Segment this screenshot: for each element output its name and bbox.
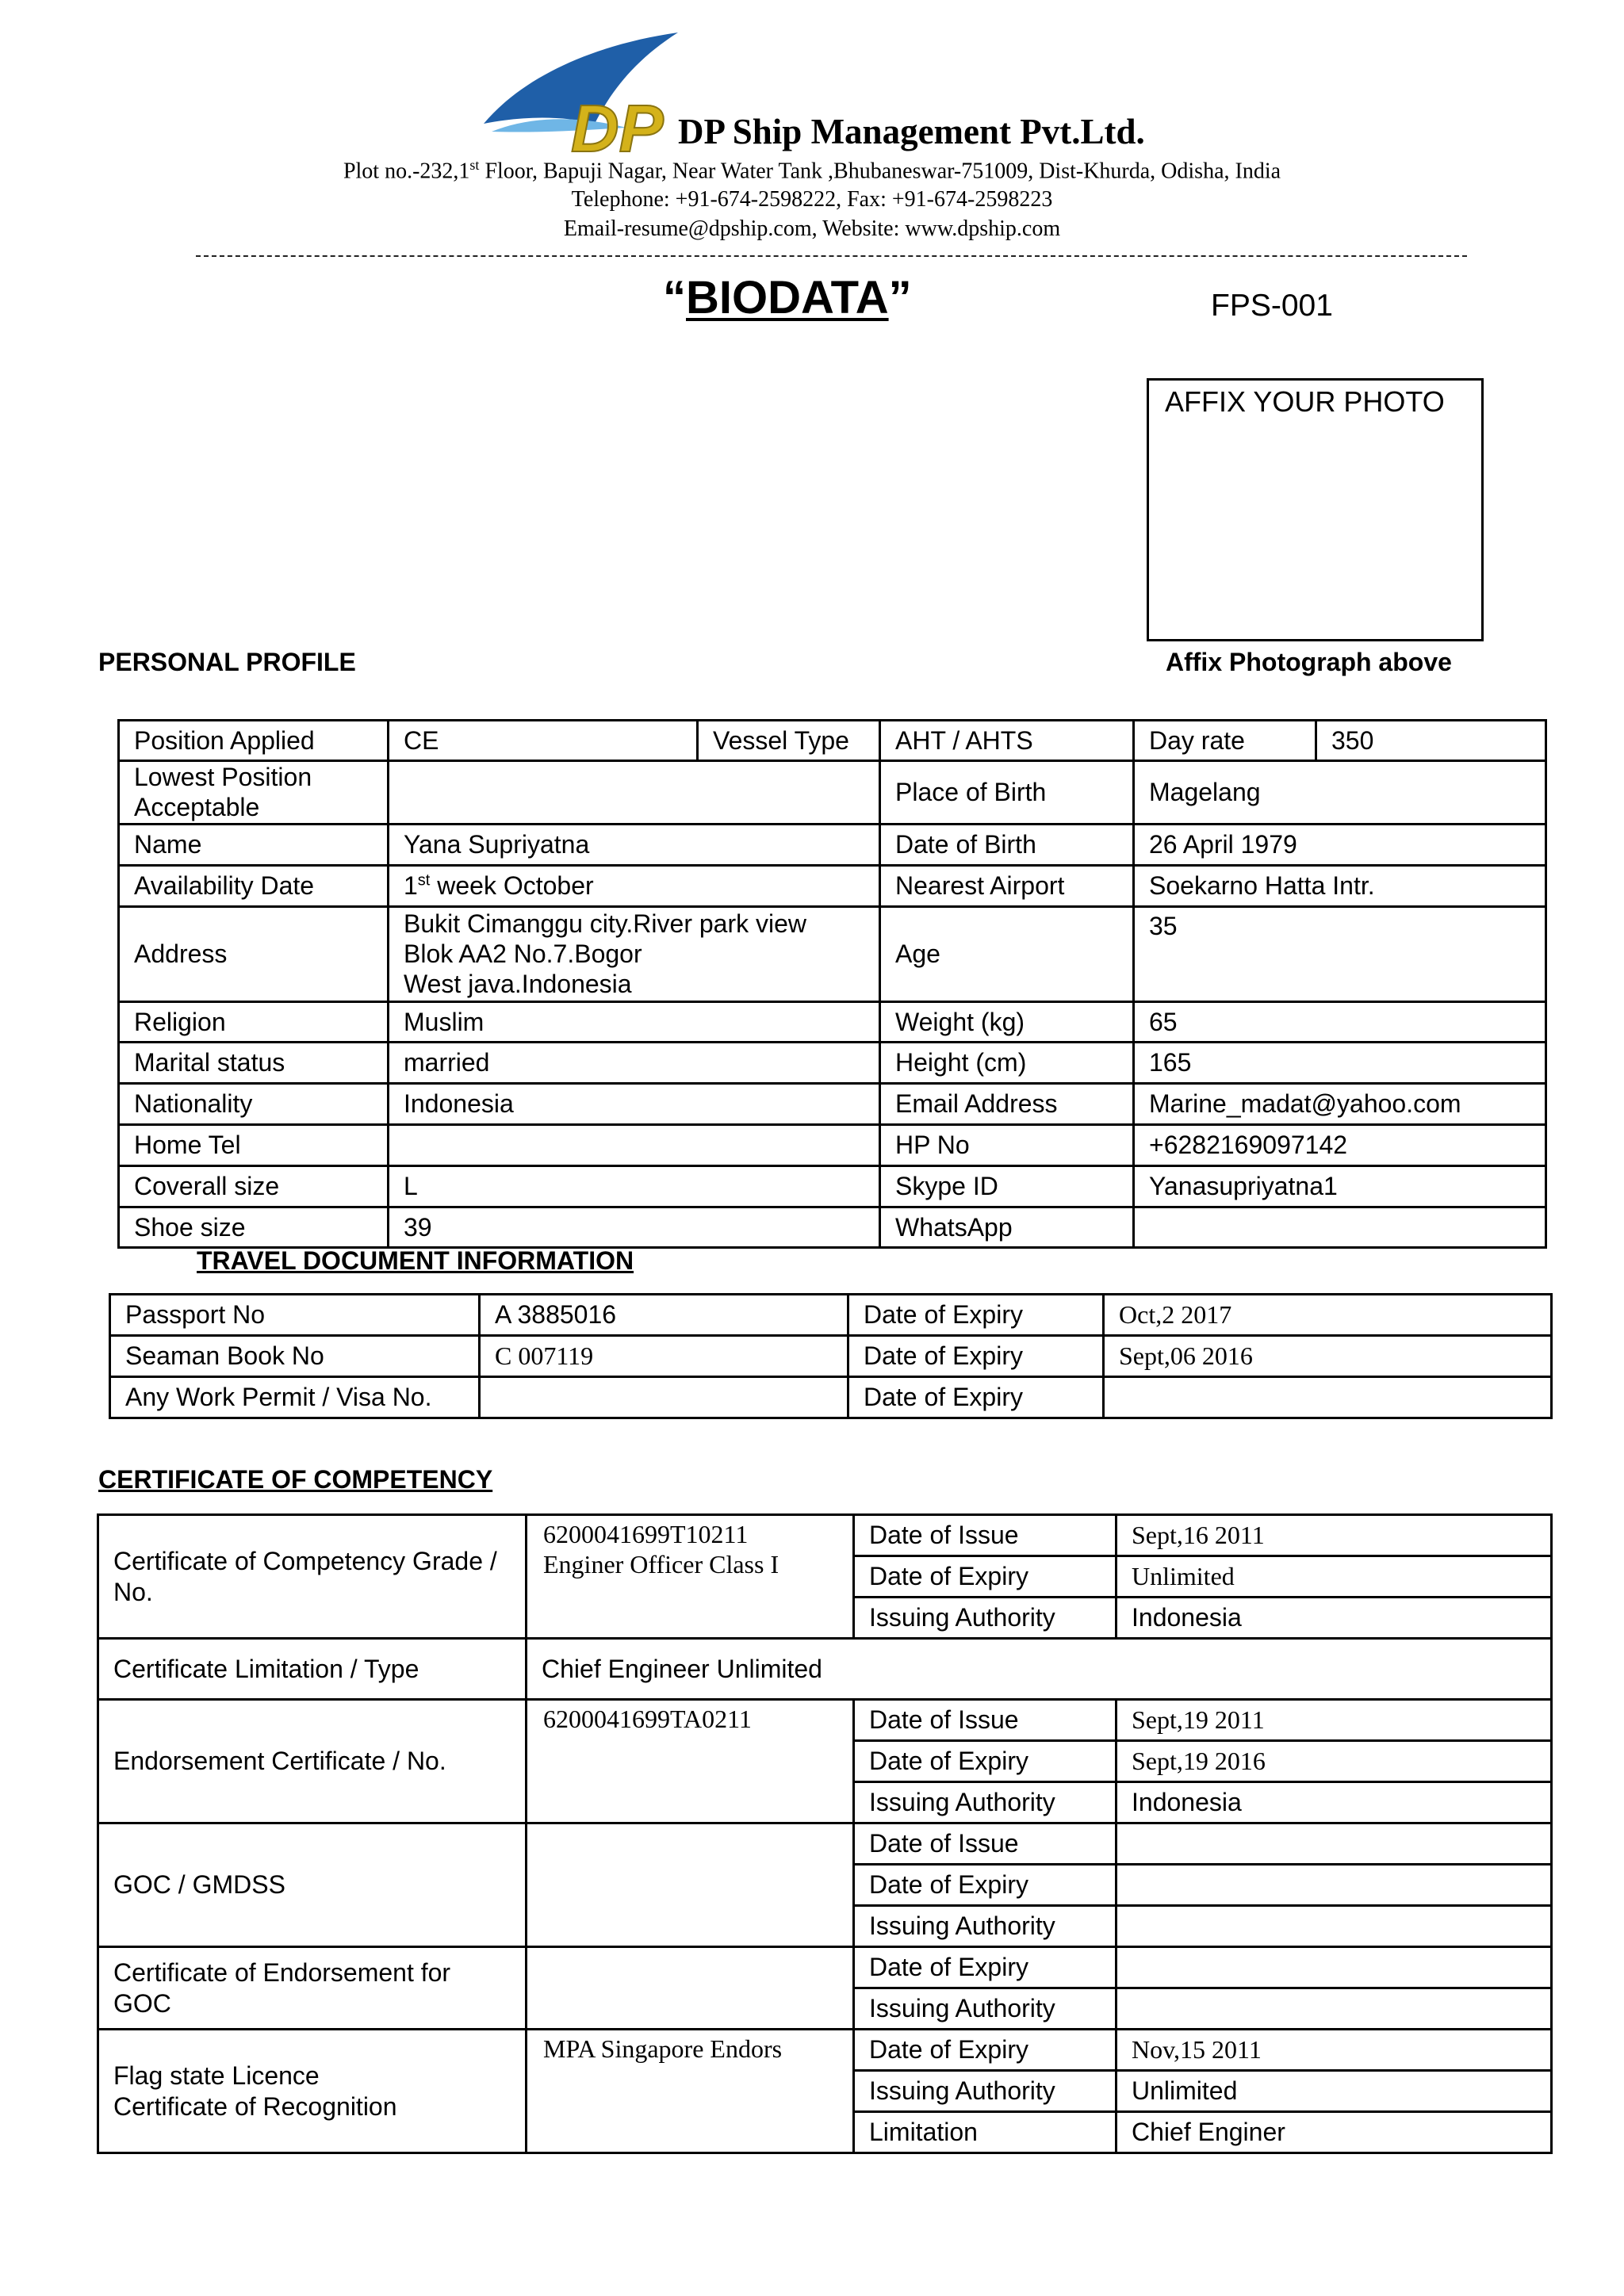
availability-label: Availability Date xyxy=(119,865,389,906)
flag-limitation-value[interactable]: Chief Enginer xyxy=(1116,2112,1552,2153)
position-applied-label: Position Applied xyxy=(119,721,389,761)
limitation-value[interactable]: Chief Engineer Unlimited xyxy=(527,1639,1552,1700)
hp-value[interactable]: +6282169097142 xyxy=(1134,1124,1546,1165)
table-row xyxy=(119,1083,1546,1124)
table-row xyxy=(119,906,1546,1001)
travel-document-table xyxy=(109,1293,1553,1419)
table-row xyxy=(119,824,1546,865)
goc-number-value[interactable] xyxy=(527,1823,854,1947)
form-code: FPS-001 xyxy=(1211,289,1333,323)
nationality-value[interactable]: Indonesia xyxy=(389,1083,880,1124)
flag-limitation-label: Limitation xyxy=(854,2112,1116,2153)
dob-value[interactable]: 26 April 1979 xyxy=(1134,824,1546,865)
table-row xyxy=(119,1124,1546,1165)
table-row xyxy=(98,1515,1552,1556)
seaman-book-expiry-label: Date of Expiry xyxy=(848,1336,1104,1377)
passport-value[interactable]: A 3885016 xyxy=(480,1295,848,1336)
work-permit-expiry-value[interactable] xyxy=(1104,1377,1552,1418)
coc-grade: Enginer Officer Class I xyxy=(543,1550,779,1579)
skype-value[interactable]: Yanasupriyatna1 xyxy=(1134,1165,1546,1207)
nationality-label: Nationality xyxy=(119,1083,389,1124)
address-line: Bukit Cimanggu city.River park view xyxy=(404,909,807,938)
personal-profile-title: PERSONAL PROFILE xyxy=(98,648,356,676)
name-label: Name xyxy=(119,824,389,865)
work-permit-value[interactable] xyxy=(480,1377,848,1418)
availability-superscript: st xyxy=(417,871,431,890)
company-telephone: Telephone: +91-674-2598222, Fax: +91-674-2598223 xyxy=(571,187,1053,212)
seaman-book-label: Seaman Book No xyxy=(110,1336,480,1377)
lowest-position-label: Lowest Position Acceptable xyxy=(119,761,389,825)
passport-expiry-label: Date of Expiry xyxy=(848,1295,1104,1336)
shoe-value[interactable]: 39 xyxy=(389,1207,880,1247)
airport-value[interactable]: Soekarno Hatta Intr. xyxy=(1134,865,1546,906)
endorsement-authority-label: Issuing Authority xyxy=(854,1782,1116,1823)
address-line: West java.Indonesia xyxy=(404,970,632,999)
table-row xyxy=(119,1165,1546,1207)
position-applied-value[interactable]: CE xyxy=(389,721,698,761)
lowest-position-value[interactable] xyxy=(389,761,880,825)
endorsement-authority-value[interactable]: Indonesia xyxy=(1116,1782,1552,1823)
endorsement-expiry-value[interactable]: Sept,19 2016 xyxy=(1116,1741,1552,1782)
flag-authority-value[interactable]: Unlimited xyxy=(1116,2071,1552,2112)
photo-box[interactable] xyxy=(1147,378,1484,641)
flag-label-line: Certificate of Recognition xyxy=(113,2091,397,2121)
dob-label: Date of Birth xyxy=(880,824,1134,865)
place-of-birth-label: Place of Birth xyxy=(880,761,1134,825)
coc-grade-label: Certificate of Competency Grade / No. xyxy=(98,1515,527,1639)
flag-expiry-label: Date of Expiry xyxy=(854,2030,1116,2071)
airport-label: Nearest Airport xyxy=(880,865,1134,906)
endorsement-number-value[interactable]: 6200041699TA0211 xyxy=(527,1700,854,1823)
religion-value[interactable]: Muslim xyxy=(389,1001,880,1042)
work-permit-expiry-label: Date of Expiry xyxy=(848,1377,1104,1418)
coc-issue-value[interactable]: Sept,16 2011 xyxy=(1116,1515,1552,1556)
coc-table xyxy=(97,1513,1553,2154)
travel-document-title: TRAVEL DOCUMENT INFORMATION xyxy=(197,1246,634,1275)
address-line: Blok AA2 No.7.Bogor xyxy=(404,939,642,969)
flag-state-label xyxy=(98,2030,527,2153)
table-row xyxy=(98,1823,1552,1865)
coc-title: CERTIFICATE OF COMPETENCY xyxy=(98,1465,493,1494)
header-divider xyxy=(196,255,1467,257)
passport-label: Passport No xyxy=(110,1295,480,1336)
home-tel-value[interactable] xyxy=(389,1124,880,1165)
table-row xyxy=(98,2030,1552,2071)
goc-authority-label: Issuing Authority xyxy=(854,1906,1116,1947)
age-label: Age xyxy=(880,906,1134,1001)
flag-authority-label: Issuing Authority xyxy=(854,2071,1116,2112)
passport-expiry-value[interactable]: Oct,2 2017 xyxy=(1104,1295,1552,1336)
email-label: Email Address xyxy=(880,1083,1134,1124)
title-open-quote: “ xyxy=(663,272,686,323)
endorsement-expiry-label: Date of Expiry xyxy=(854,1741,1116,1782)
address-prefix: Plot no.-232,1 xyxy=(343,159,470,184)
vessel-type-value[interactable]: AHT / AHTS xyxy=(880,721,1134,761)
name-value[interactable]: Yana Supriyatna xyxy=(389,824,880,865)
limitation-label: Certificate Limitation / Type xyxy=(98,1639,527,1700)
personal-profile-table xyxy=(117,719,1547,1249)
table-row xyxy=(119,1042,1546,1083)
vessel-type-label: Vessel Type xyxy=(698,721,880,761)
logo-letters: DP xyxy=(571,91,664,163)
table-row xyxy=(98,1947,1552,1988)
availability-number: 1 xyxy=(404,871,418,901)
shoe-label: Shoe size xyxy=(119,1207,389,1247)
coc-number-value[interactable] xyxy=(527,1515,854,1639)
height-label: Height (cm) xyxy=(880,1042,1134,1083)
flag-label-line: Flag state Licence xyxy=(113,2061,320,2091)
table-row xyxy=(119,1001,1546,1042)
flag-expiry-value[interactable]: Nov,15 2011 xyxy=(1116,2030,1552,2071)
title-close-quote: ” xyxy=(888,272,912,323)
photo-caption: Affix Photograph above xyxy=(1166,648,1452,676)
document-title xyxy=(663,271,912,324)
coe-goc-number-value[interactable] xyxy=(527,1947,854,2030)
coe-goc-label: Certificate of Endorsement for GOC xyxy=(98,1947,527,2030)
weight-value[interactable]: 65 xyxy=(1134,1001,1546,1042)
seaman-book-value[interactable]: C 007119 xyxy=(480,1336,848,1377)
coc-expiry-value[interactable]: Unlimited xyxy=(1116,1556,1552,1598)
address-suffix: Floor, Bapuji Nagar, Near Water Tank ,Bhubaneswar-751009, Dist-Khurda, Odisha, India xyxy=(479,159,1281,184)
company-logo xyxy=(476,29,682,163)
table-row xyxy=(119,721,1546,761)
photo-box-label: AFFIX YOUR PHOTO xyxy=(1165,385,1445,418)
day-rate-value[interactable]: 350 xyxy=(1316,721,1546,761)
address-superscript: st xyxy=(469,157,480,173)
marital-label: Marital status xyxy=(119,1042,389,1083)
skype-label: Skype ID xyxy=(880,1165,1134,1207)
seaman-book-expiry-value[interactable]: Sept,06 2016 xyxy=(1104,1336,1552,1377)
coverall-label: Coverall size xyxy=(119,1165,389,1207)
goc-issue-label: Date of Issue xyxy=(854,1823,1116,1865)
coc-expiry-label: Date of Expiry xyxy=(854,1556,1116,1598)
flag-number-value[interactable]: MPA Singapore Endors xyxy=(527,2030,854,2153)
availability-rest: week October xyxy=(430,871,594,901)
table-row xyxy=(98,1639,1552,1700)
table-row xyxy=(98,1700,1552,1741)
company-address xyxy=(0,157,1624,184)
availability-value[interactable] xyxy=(389,865,880,906)
height-value[interactable]: 165 xyxy=(1134,1042,1546,1083)
age-value[interactable]: 35 xyxy=(1134,906,1546,1001)
coc-number: 6200041699T10211 xyxy=(543,1520,749,1548)
marital-value[interactable]: married xyxy=(389,1042,880,1083)
company-email-website: Email-resume@dpship.com, Website: www.dpship.com xyxy=(563,216,1061,241)
table-row xyxy=(110,1336,1552,1377)
endorsement-issue-label: Date of Issue xyxy=(854,1700,1116,1741)
address-label: Address xyxy=(119,906,389,1001)
goc-issue-value[interactable] xyxy=(1116,1823,1552,1865)
coc-issue-label: Date of Issue xyxy=(854,1515,1116,1556)
coc-authority-value[interactable]: Indonesia xyxy=(1116,1598,1552,1639)
coe-expiry-label: Date of Expiry xyxy=(854,1947,1116,1988)
religion-label: Religion xyxy=(119,1001,389,1042)
goc-expiry-value[interactable] xyxy=(1116,1865,1552,1906)
endorsement-label: Endorsement Certificate / No. xyxy=(98,1700,527,1823)
endorsement-issue-value[interactable]: Sept,19 2011 xyxy=(1116,1700,1552,1741)
title-text: BIODATA xyxy=(686,272,889,323)
table-row xyxy=(110,1377,1552,1418)
table-row xyxy=(119,1207,1546,1247)
coe-expiry-value[interactable] xyxy=(1116,1947,1552,1988)
whatsapp-value[interactable] xyxy=(1134,1207,1546,1247)
weight-label: Weight (kg) xyxy=(880,1001,1134,1042)
home-tel-label: Home Tel xyxy=(119,1124,389,1165)
table-row xyxy=(119,761,1546,825)
table-row xyxy=(110,1295,1552,1336)
coverall-value[interactable]: L xyxy=(389,1165,880,1207)
whatsapp-label: WhatsApp xyxy=(880,1207,1134,1247)
company-name: DP Ship Management Pvt.Ltd. xyxy=(678,112,1145,151)
table-row xyxy=(119,865,1546,906)
goc-authority-value[interactable] xyxy=(1116,1906,1552,1947)
work-permit-label: Any Work Permit / Visa No. xyxy=(110,1377,480,1418)
address-value[interactable] xyxy=(389,906,880,1001)
email-value[interactable]: Marine_madat@yahoo.com xyxy=(1134,1083,1546,1124)
coc-authority-label: Issuing Authority xyxy=(854,1598,1116,1639)
goc-label: GOC / GMDSS xyxy=(98,1823,527,1947)
place-of-birth-value[interactable]: Magelang xyxy=(1134,761,1546,825)
goc-expiry-label: Date of Expiry xyxy=(854,1865,1116,1906)
coe-authority-value[interactable] xyxy=(1116,1988,1552,2030)
coe-authority-label: Issuing Authority xyxy=(854,1988,1116,2030)
day-rate-label: Day rate xyxy=(1134,721,1316,761)
hp-label: HP No xyxy=(880,1124,1134,1165)
